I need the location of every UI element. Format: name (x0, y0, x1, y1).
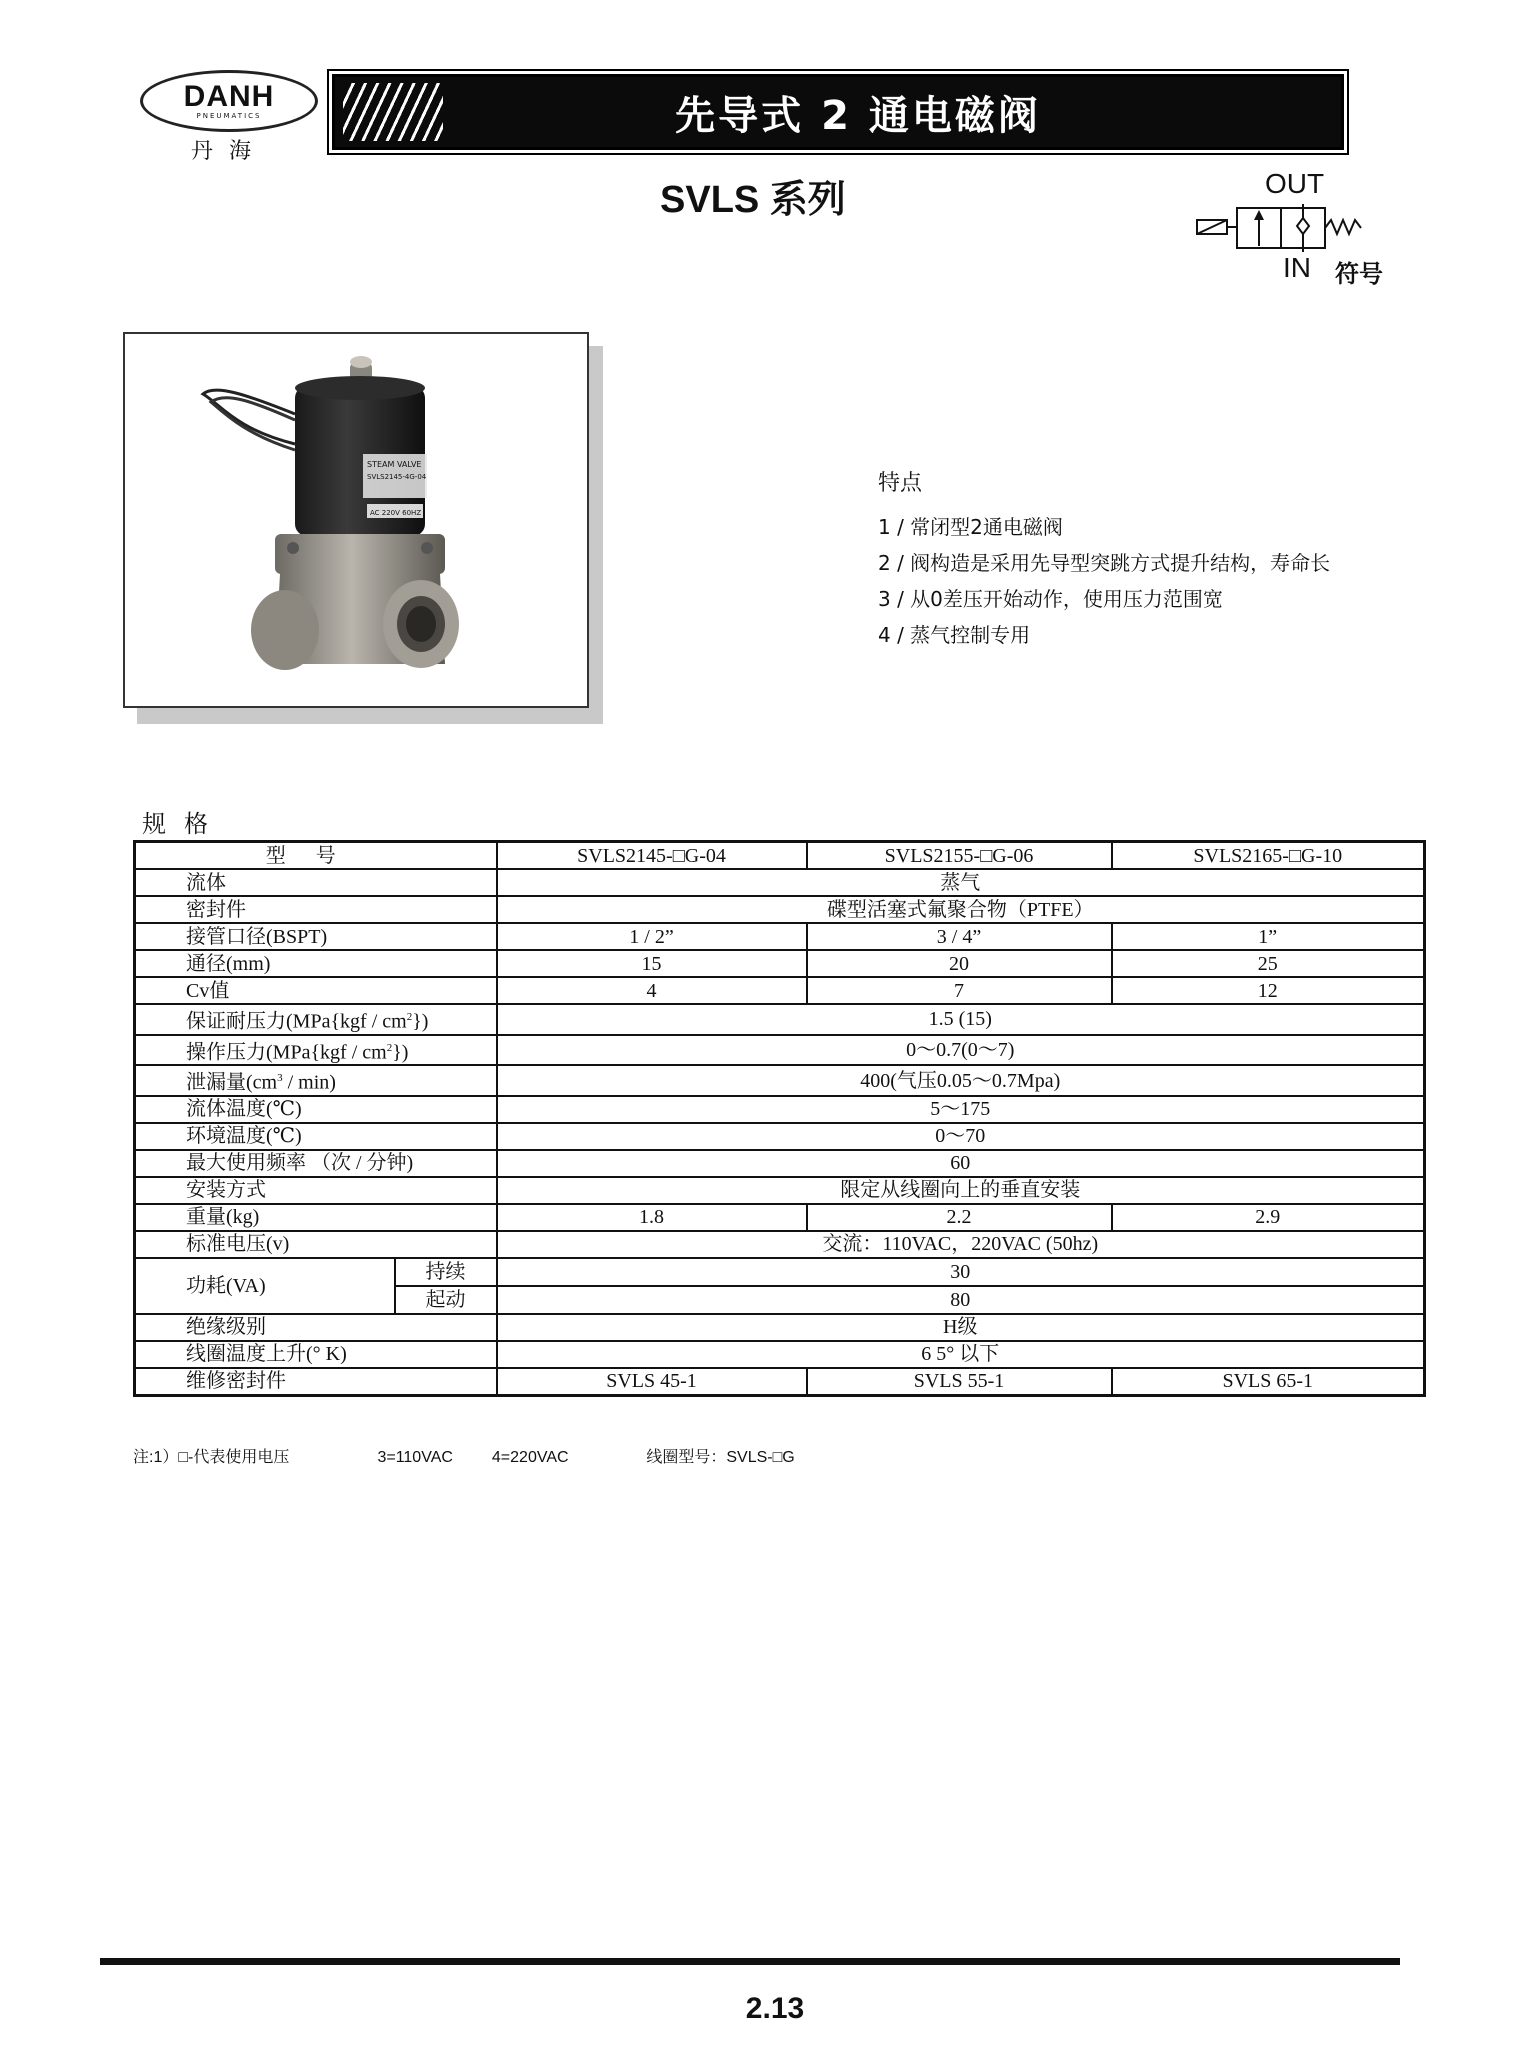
title-banner (332, 74, 1344, 150)
footer-rule (100, 1958, 1400, 1965)
row-value: 1” (1112, 923, 1425, 950)
row-label: 安装方式 (135, 1177, 497, 1204)
header-model: SVLS2165-□G-10 (1112, 842, 1425, 870)
row-label: 功耗(VA) (135, 1258, 395, 1314)
table-row (135, 1150, 1425, 1177)
row-value: 6 5° 以下 (497, 1341, 1425, 1368)
table-row (135, 1004, 1425, 1035)
row-value: 400(气压0.05～0.7Mpa) (497, 1065, 1425, 1096)
photo-label-line3: AC 220V 60HZ (370, 509, 422, 517)
table-row (135, 1035, 1425, 1066)
solenoid-valve-illustration (125, 334, 587, 706)
row-value: 2.2 (807, 1204, 1112, 1231)
logo-word: DANH (183, 79, 275, 113)
logo-oval (140, 70, 318, 132)
table-row (135, 1204, 1425, 1231)
row-value: 30 (497, 1258, 1425, 1286)
row-value: 0～70 (497, 1123, 1425, 1150)
row-value: 60 (497, 1150, 1425, 1177)
row-label: 流体温度(℃) (135, 1096, 497, 1123)
page-title: 先导式 2 通电磁阀 (675, 92, 1041, 139)
features-section (878, 466, 1438, 653)
table-row (135, 1123, 1425, 1150)
row-label: 密封件 (135, 896, 497, 923)
footnote (133, 1444, 1033, 1467)
footnote-part: 3=110VAC (377, 1449, 453, 1466)
header-model: SVLS2145-□G-04 (497, 842, 807, 870)
table-row (135, 950, 1425, 977)
spec-table (133, 840, 1426, 1397)
row-value: H级 (497, 1314, 1425, 1341)
logo-chinese-name: 丹海 (190, 139, 267, 164)
row-label: 维修密封件 (135, 1368, 497, 1396)
table-row (135, 896, 1425, 923)
table-row (135, 1096, 1425, 1123)
row-value: 交流：110VAC，220VAC (50hz) (497, 1231, 1425, 1258)
row-value: 0～0.7(0～7) (497, 1035, 1425, 1066)
row-value: 4 (497, 977, 807, 1004)
row-label: 泄漏量$(cm^3 / \min)$ (135, 1065, 497, 1096)
row-label: 线圈温度上升(° K) (135, 1341, 497, 1368)
row-value: 15 (497, 950, 807, 977)
table-row (135, 869, 1425, 896)
row-value: SVLS 55-1 (807, 1368, 1112, 1396)
row-label: 操作压力$(MPa\{kgf / cm^2\})$ (135, 1035, 497, 1066)
feature-item: 3 / 从0差压开始动作，使用压力范围宽 (878, 587, 1223, 611)
footnote-part: 注:1）□-代表使用电压 (133, 1449, 290, 1466)
row-value: 20 (807, 950, 1112, 977)
table-row (135, 977, 1425, 1004)
feature-item: 1 / 常闭型2通电磁阀 (878, 515, 1063, 539)
row-label: 接管口径(BSPT) (135, 923, 497, 950)
row-label: 通径(mm) (135, 950, 497, 977)
symbol-caption: 符号 (1335, 260, 1383, 288)
header-label: 型号 (135, 842, 497, 870)
table-row (135, 923, 1425, 950)
page-number: 2.13 (745, 1992, 805, 2025)
row-label: 环境温度(℃) (135, 1123, 497, 1150)
row-value: 1.8 (497, 1204, 807, 1231)
row-label: 标准电压(v) (135, 1231, 497, 1258)
table-row (135, 1177, 1425, 1204)
row-value: 3 / 4” (807, 923, 1112, 950)
product-photo (123, 332, 589, 708)
table-row (135, 1341, 1425, 1368)
company-logo (140, 70, 320, 165)
footnote-part: 线圈型号：SVLS-□G (646, 1449, 795, 1466)
row-value: 1.5 (15) (497, 1004, 1425, 1035)
logo-subtitle: PNEUMATICS (196, 111, 262, 120)
row-value: SVLS 45-1 (497, 1368, 807, 1396)
row-label: 保证耐压力$(MPa\{kgf / cm^2\})$ (135, 1004, 497, 1035)
table-row (135, 1258, 1425, 1286)
features-title: 特点 (878, 471, 923, 496)
table-row (135, 1314, 1425, 1341)
footnote-part: 4=220VAC (491, 1449, 569, 1466)
feature-item: 4 / 蒸气控制专用 (878, 623, 1031, 647)
table-row (135, 842, 1425, 870)
photo-label-line1: STEAM VALVE (367, 460, 422, 469)
row-value: SVLS 65-1 (1112, 1368, 1425, 1396)
row-value: 2.9 (1112, 1204, 1425, 1231)
table-row (135, 1231, 1425, 1258)
row-value: 80 (497, 1286, 1425, 1314)
row-value: 碟型活塞式氟聚合物（PTFE） (497, 896, 1425, 923)
spec-title: 规格 (142, 810, 226, 838)
row-sublabel: 起动 (395, 1286, 497, 1314)
row-value: 1 / 2” (497, 923, 807, 950)
row-value: 12 (1112, 977, 1425, 1004)
series-title: SVLS 系列 (660, 179, 846, 221)
row-label: Cv值 (135, 977, 497, 1004)
table-row (135, 1065, 1425, 1096)
row-label: 重量(kg) (135, 1204, 497, 1231)
row-label: 最大使用频率 （次 / 分钟) (135, 1150, 497, 1177)
row-value: 25 (1112, 950, 1425, 977)
row-value: 7 (807, 977, 1112, 1004)
row-sublabel: 持续 (395, 1258, 497, 1286)
table-row (135, 1368, 1425, 1396)
row-value: 限定从线圈向上的垂直安装 (497, 1177, 1425, 1204)
header-model: SVLS2155-□G-06 (807, 842, 1112, 870)
valve-symbol (1195, 168, 1425, 288)
symbol-out-label: OUT (1265, 168, 1325, 199)
row-label: 流体 (135, 869, 497, 896)
valve-schematic-icon (1195, 204, 1425, 252)
row-value: 5～175 (497, 1096, 1425, 1123)
row-value: 蒸气 (497, 869, 1425, 896)
symbol-in-label: IN (1283, 252, 1311, 283)
row-label: 绝缘级别 (135, 1314, 497, 1341)
feature-item: 2 / 阀构造是采用先导型突跳方式提升结构，寿命长 (878, 551, 1331, 575)
photo-label-line2: SVLS2145-4G-04 (367, 473, 427, 481)
